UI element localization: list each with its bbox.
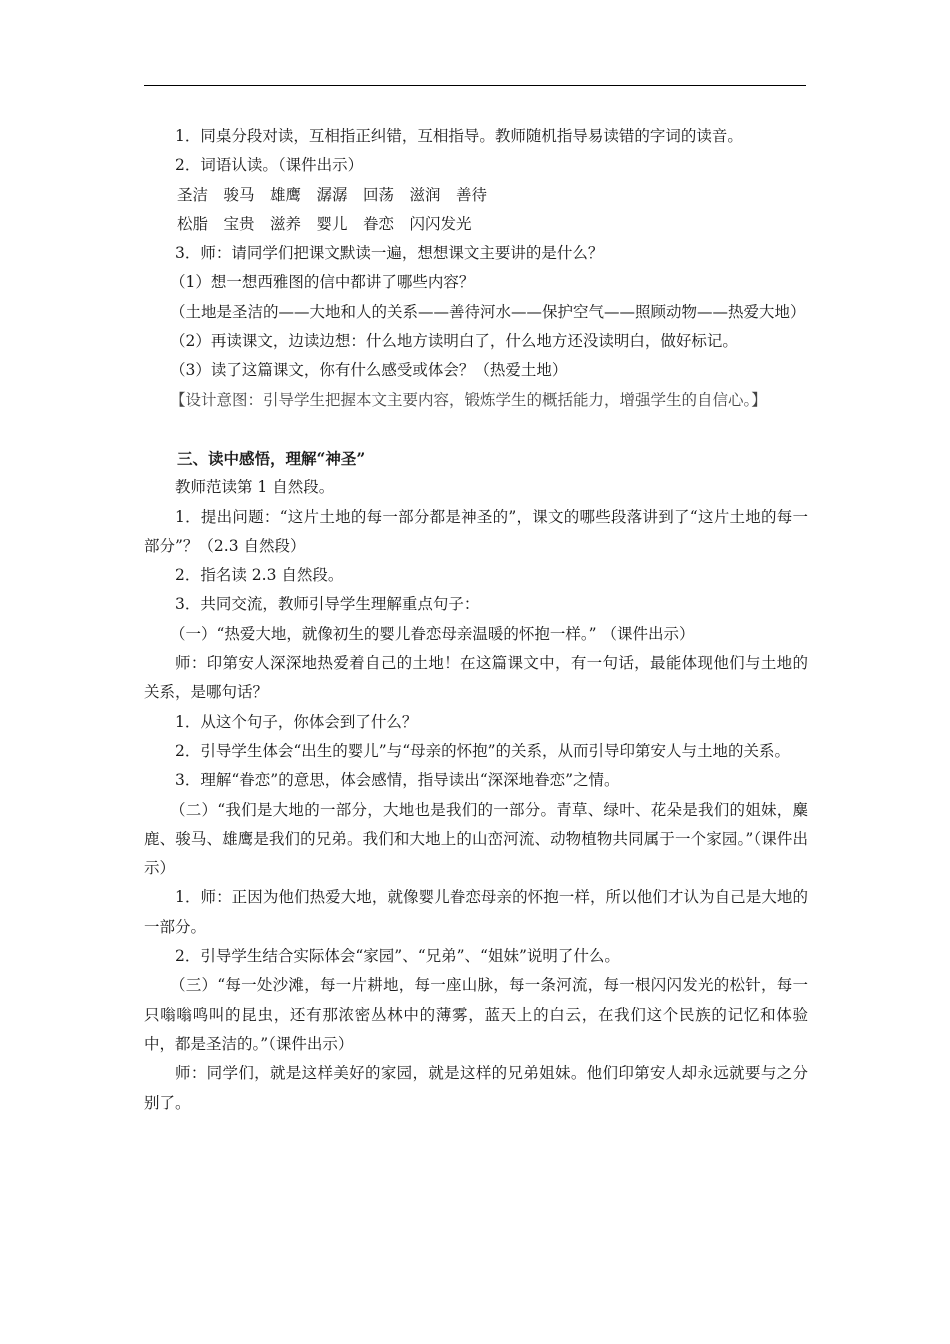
paragraph: 师：同学们，就是这样美好的家园，就是这样的兄弟姐妹。他们印第安人却永远就要与之分别了。 — [144, 1064, 808, 1112]
paragraph: 3．理解“眷恋”的意思，体会感情，指导读出“深深地眷恋”之情。 — [175, 771, 620, 790]
quote: （一）“热爱大地，就像初生的婴儿眷恋母亲温暖的怀抱一样。” （课件出示） — [170, 624, 695, 643]
question: （1）想一想西雅图的信中都讲了哪些内容？ — [170, 273, 475, 292]
paragraph: 1．同桌分段对读，互相指正纠错，互相指导。教师随机指导易读错的字词的读音。 — [175, 127, 743, 145]
paragraph: 师：印第安人深深地热爱着自己的土地！在这篇课文中，有一句话，最能体现他们与土地的关系，是哪句话？ — [144, 654, 808, 702]
quote: （二）“我们是大地的一部分，大地也是我们的一部分。青草、绿叶、花朵是我们的姐妹，麋鹿、骏马、雄鹰是我们的兄弟。我们和大地上的山峦河流、动物植物共同属于一个家园。”（课件出示） — [144, 800, 808, 878]
paragraph: 1．从这个句子，你体会到了什么？ — [175, 712, 418, 731]
quote: （三）“每一处沙滩，每一片耕地，每一座山脉，每一条河流，每一根闪闪发光的松针，每一只嗡嗡鸣叫的昆虫，还有那浓密丛林中的薄雾，蓝天上的白云，在我们这个民族的记忆和体验中，都是圣洁的。”（课件出示） — [144, 976, 808, 1053]
paragraph: 1．提出问题：“这片土地的每一部分都是神圣的”，课文的哪些段落讲到了“这片土地的每一部分”？（2.3 自然段） — [144, 507, 808, 555]
paragraph: 3．师：请同学们把课文默读一遍，想想课文主要讲的是什么？ — [175, 244, 604, 263]
paragraph: 2．词语认读。（课件出示） — [175, 156, 364, 175]
paragraph: 2．引导学生体会“出生的婴儿”与“母亲的怀抱”的关系，从而引导印第安人与土地的关系。 — [175, 741, 791, 760]
design-intent: 【设计意图：引导学生把握本文主要内容，锻炼学生的概括能力，增强学生的自信心。】 — [170, 390, 767, 409]
question: （3）读了这篇课文，你有什么感受或体会？（热爱土地） — [170, 361, 568, 380]
paragraph: 教师范读第 1 自然段。 — [175, 478, 335, 497]
word-list: 圣洁 骏马 雄鹰 潺潺 回荡 滋润 善待 — [177, 185, 488, 204]
paragraph: 2．引导学生结合实际体会“家园”、“兄弟”、“姐妹”说明了什么。 — [175, 947, 620, 966]
answer: （土地是圣洁的——大地和人的关系——善待河水——保护空气——照顾动物——热爱大地） — [170, 302, 806, 321]
question: （2）再读课文，边读边想：什么地方读明白了，什么地方还没读明白，做好标记。 — [170, 332, 738, 351]
word-list: 松脂 宝贵 滋养 婴儿 眷恋 闪闪发光 — [177, 214, 472, 233]
paragraph: 2．指名读 2.3 自然段。 — [175, 566, 344, 585]
document-body — [144, 122, 808, 1118]
paragraph: 3．共同交流，教师引导学生理解重点句子： — [175, 595, 480, 614]
section-heading: 三、读中感悟，理解“神圣” — [177, 448, 366, 468]
header-rule — [144, 85, 806, 86]
paragraph: 1．师：正因为他们热爱大地，就像婴儿眷恋母亲的怀抱一样，所以他们才认为自己是大地的一部分。 — [144, 888, 808, 936]
